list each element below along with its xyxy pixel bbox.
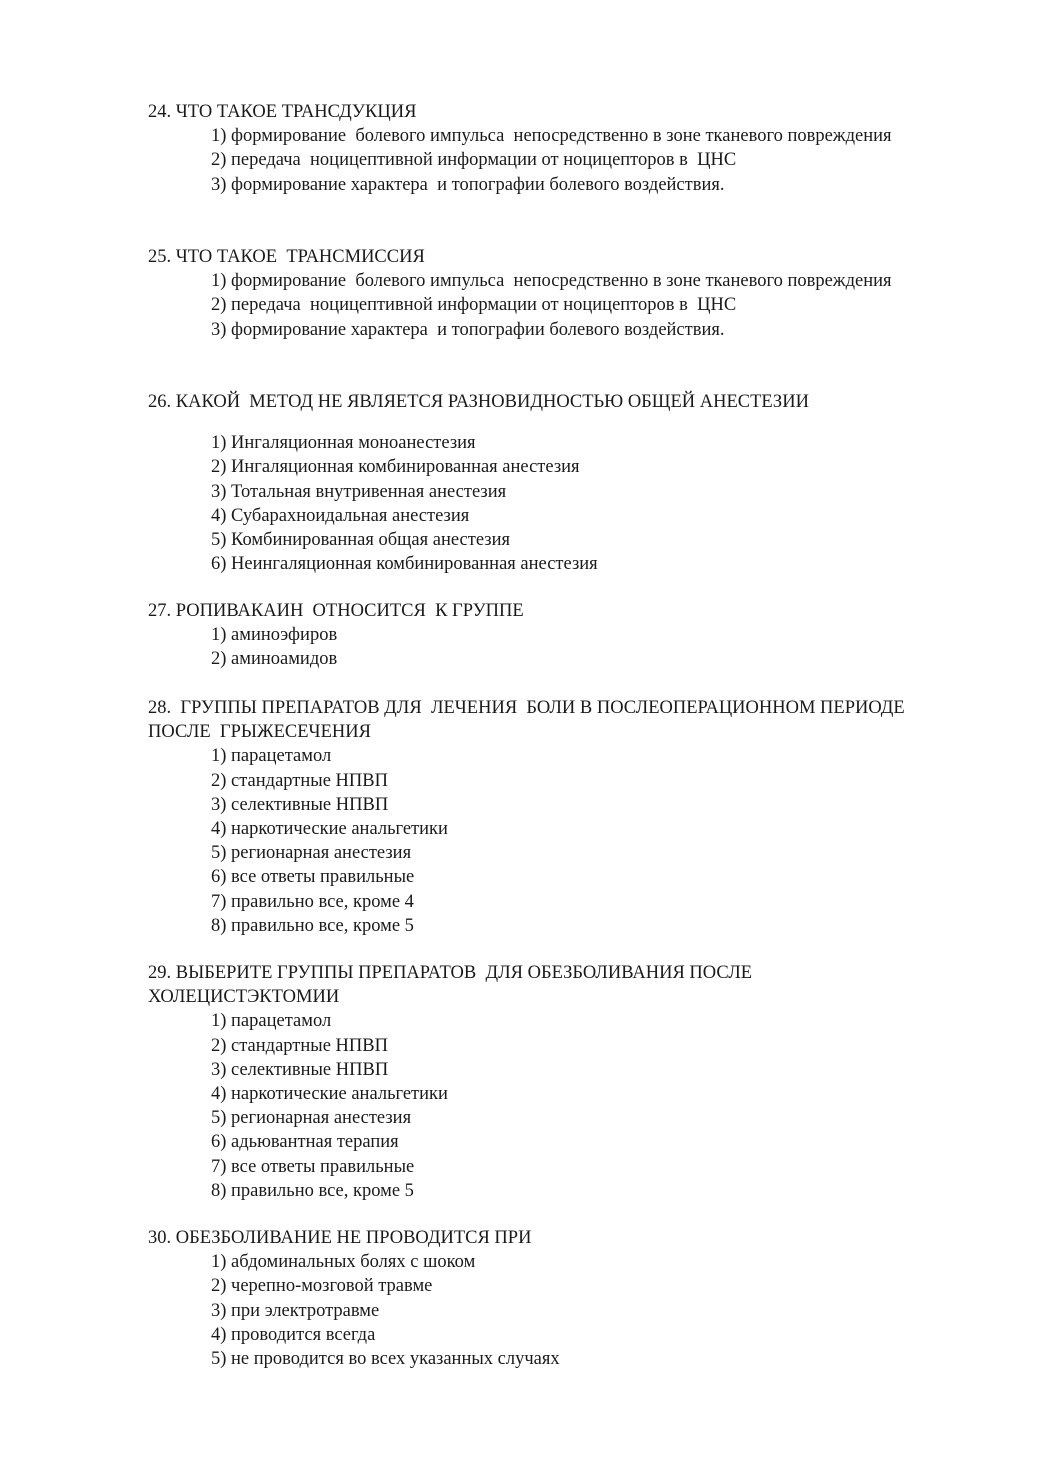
answer-options-list [148, 1250, 928, 1371]
question-title: 27. РОПИВАКАИН ОТНОСИТСЯ К ГРУППЕ [148, 601, 524, 621]
answer-option: 1) формирование болевого импульса непосредственно в зоне тканевого повреждения [211, 126, 892, 147]
answer-option: 3) селективные НПВП [211, 1059, 389, 1080]
answer-option: 1) парацетамол [211, 746, 332, 767]
answer-option: 3) при электротравме [211, 1300, 380, 1321]
question-24 [148, 100, 928, 197]
answer-option: 3) Тотальная внутривенная анестезия [211, 481, 507, 502]
answer-option: 4) наркотические анальгетики [211, 1084, 448, 1105]
answer-option: 6) все ответы правильные [211, 867, 415, 888]
answer-option: 2) передача ноцицептивной информации от ноцицепторов в ЦНС [211, 295, 737, 316]
question-27 [148, 599, 928, 672]
question-title: 30. ОБЕЗБОЛИВАНИЕ НЕ ПРОВОДИТСЯ ПРИ [148, 1228, 532, 1248]
answer-option: 1) абдоминальных болях с шоком [211, 1252, 476, 1273]
answer-option: 7) правильно все, кроме 4 [211, 891, 414, 912]
answer-option: 3) селективные НПВП [211, 794, 389, 815]
answer-option: 2) аминоамидов [211, 649, 338, 670]
question-title: 25. ЧТО ТАКОЕ ТРАНСМИССИЯ [148, 247, 425, 267]
question-25 [148, 245, 928, 342]
question-30 [148, 1226, 928, 1371]
answer-option: 5) Комбинированная общая анестезия [211, 530, 511, 551]
answer-option: 4) Субарахноидальная анестезия [211, 505, 470, 526]
answer-option: 1) Ингаляционная моноанестезия [211, 433, 476, 454]
answer-option: 3) формирование характера и топографии болевого воздействия. [211, 174, 725, 195]
answer-option: 2) стандартные НПВП [211, 1035, 388, 1056]
question-28 [148, 696, 928, 938]
answer-option: 8) правильно все, кроме 5 [211, 915, 414, 936]
answer-options-list [148, 744, 928, 938]
answer-options-list [148, 1009, 928, 1203]
question-title: 24. ЧТО ТАКОЕ ТРАНСДУКЦИЯ [148, 102, 417, 122]
answer-options-list [148, 431, 928, 576]
answer-option: 1) парацетамол [211, 1011, 332, 1032]
answer-option: 5) регионарная анестезия [211, 843, 412, 864]
answer-options-list [148, 623, 928, 671]
answer-option: 2) передача ноцицептивной информации от ноцицепторов в ЦНС [211, 150, 737, 171]
answer-option: 6) адьювантная терапия [211, 1132, 399, 1153]
answer-option: 3) формирование характера и топографии болевого воздействия. [211, 319, 725, 340]
answer-option: 2) стандартные НПВП [211, 770, 388, 791]
answer-option: 6) Неингаляционная комбинированная анестезия [211, 554, 598, 575]
answer-option: 8) правильно все, кроме 5 [211, 1180, 414, 1201]
question-26 [148, 390, 928, 576]
answer-option: 4) наркотические анальгетики [211, 819, 448, 840]
answer-option: 4) проводится всегда [211, 1324, 376, 1345]
answer-option: 5) не проводится во всех указанных случаях [211, 1349, 560, 1370]
question-title: 28. ГРУППЫ ПРЕПАРАТОВ ДЛЯ ЛЕЧЕНИЯ БОЛИ В ПОСЛЕОПЕРАЦИОННОМ ПЕРИОДЕ ПОСЛЕ ГРЫЖЕСЕЧЕНИЯ [148, 698, 910, 743]
answer-option: 2) Ингаляционная комбинированная анестезия [211, 457, 580, 478]
question-title: 26. КАКОЙ МЕТОД НЕ ЯВЛЯЕТСЯ РАЗНОВИДНОСТЬЮ ОБЩЕЙ АНЕСТЕЗИИ [148, 392, 809, 412]
answer-option: 5) регионарная анестезия [211, 1108, 412, 1129]
answer-option: 1) формирование болевого импульса непосредственно в зоне тканевого повреждения [211, 271, 892, 292]
question-29 [148, 961, 928, 1203]
answer-option: 2) черепно-мозговой травме [211, 1276, 433, 1297]
answer-option: 1) аминоэфиров [211, 625, 338, 646]
answer-option: 7) все ответы правильные [211, 1156, 415, 1177]
answer-options-list [148, 269, 928, 342]
question-title: 29. ВЫБЕРИТЕ ГРУППЫ ПРЕПАРАТОВ ДЛЯ ОБЕЗБОЛИВАНИЯ ПОСЛЕ ХОЛЕЦИСТЭКТОМИИ [148, 963, 757, 1008]
answer-options-list [148, 124, 928, 197]
